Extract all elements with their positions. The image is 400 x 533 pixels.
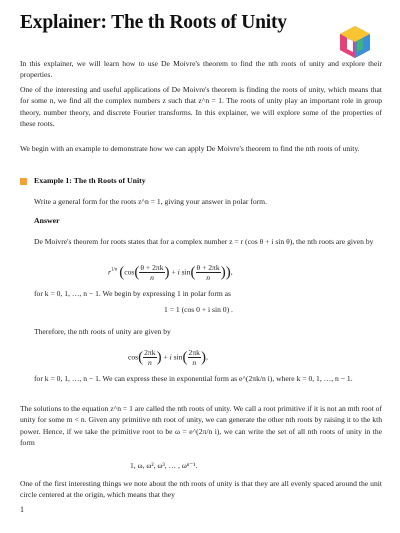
page-title: Explainer: The th Roots of Unity [20, 12, 287, 33]
intro-paragraph-1: In this explainer, we will learn how to use De Moivre's theorem to find the nth roots of unity and explore their properties. [20, 59, 382, 80]
root-formula: $r^{1/n}$ (cos( $\frac{\theta + 2\pi k}{n}$ ) + i sin( $\frac{\theta + 2\pi k}{n}$ )), [108, 263, 233, 282]
roots-set-equation: 1, ω, ω², ω³, … , ωⁿ⁻¹. [130, 461, 198, 470]
example-title: Example 1: The th Roots of Unity [34, 176, 146, 185]
polar-one-equation: 1 = 1 (cos 0 + i sin 0) . [164, 305, 233, 314]
answer-text-3: Therefore, the nth roots of unity are given by [34, 327, 171, 336]
body-paragraph-5: One of the first interesting things we note about the nth roots of unity is that they are all evenly spaced around the unit circle centered at the origin, which means that they [20, 479, 382, 500]
nagwa-logo-icon [338, 25, 372, 59]
intro-paragraph-3: We begin with an example to demonstrate how we can apply De Moivre's theorem to find the nth roots of unity. [20, 144, 360, 153]
answer-text-4: for k = 0, 1, …, n − 1. We can express these in exponential form as e^(2πk/n i), where k = 0, 1, …, n − 1. [34, 374, 353, 383]
body-paragraph-4: The solutions to the equation z^n = 1 are called the nth roots of unity. We call a root primitive if it is not an mth root of unity for some m < n. Given any primitive nth root of unity, we can generate the other nth roots by raising it to the kth power. Hence, if we take the primitive root to be ω = e^(2π/n i), we can write the set of all nth roots of unity in the form [20, 404, 382, 448]
example-marker-icon [20, 178, 27, 185]
page-number: 1 [20, 505, 24, 514]
answer-text-1: De Moivre's theorem for roots states that for a complex number z = r (cos θ + i sin θ), the nth roots are given by [34, 237, 374, 246]
intro-paragraph-2: One of the interesting and useful applications of De Moivre's theorem is finding the roots of unity, which means that for some n, we find all the complex numbers z such that z^n = 1. The roots of unity play an important role in group theory, number theory, and discrete Fourier transforms. In this explainer, we will explore some of the properties of these roots. [20, 85, 382, 129]
answer-label: Answer [34, 216, 60, 225]
answer-text-2: for k = 0, 1, …, n − 1. We begin by expressing 1 in polar form as [34, 289, 231, 298]
example-question: Write a general form for the roots z^n = 1, giving your answer in polar form. [34, 197, 267, 206]
roots-of-unity-formula: cos( $\frac{2\pi k}{n}$ ) + i sin( $\frac{2\pi k}{n}$ ), [128, 348, 208, 367]
